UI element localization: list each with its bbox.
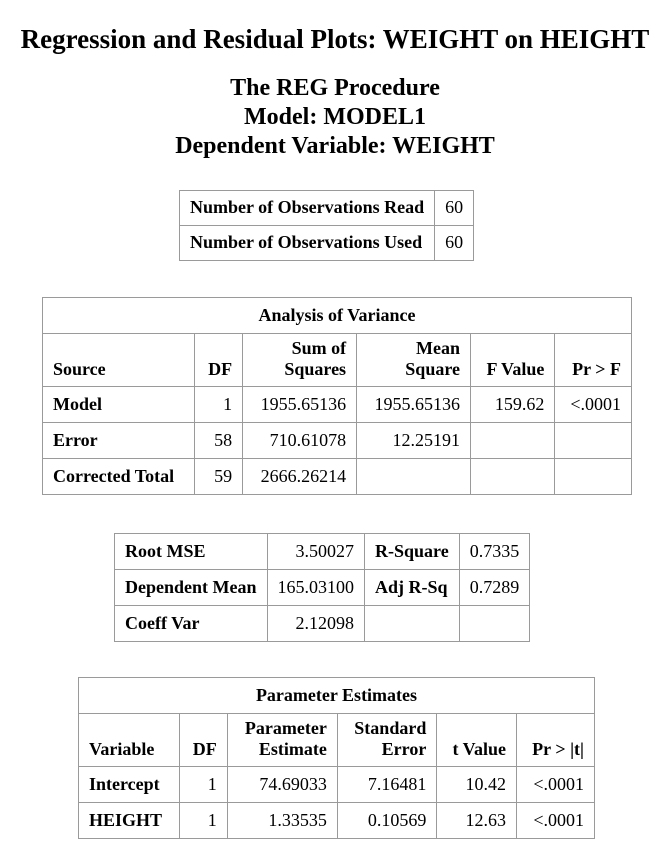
cell-ms: 12.25191 [357, 423, 471, 459]
table-caption: Parameter Estimates [79, 678, 595, 714]
cell-df: 59 [195, 459, 243, 495]
parameter-estimates-table [78, 677, 595, 839]
table-row [115, 534, 530, 570]
stat-label: Adj R-Sq [365, 570, 460, 606]
column-header-f-value: F Value [470, 334, 554, 387]
stat-value: 0.7335 [459, 534, 530, 570]
column-header-p-value: Pr > F [555, 334, 632, 387]
cell-p [555, 459, 632, 495]
cell-t: 10.42 [437, 767, 517, 803]
stat-value: 0.7289 [459, 570, 530, 606]
row-label: Corrected Total [43, 459, 195, 495]
row-label: HEIGHT [79, 803, 180, 839]
header-line: Error [381, 739, 427, 759]
row-label: Number of Observations Read [180, 191, 435, 226]
header-line: Sum of [291, 338, 347, 358]
column-header-df: DF [195, 334, 243, 387]
cell-p [555, 423, 632, 459]
header-line: Standard [354, 718, 427, 738]
header-line: Square [405, 359, 460, 379]
stat-label [365, 606, 460, 642]
cell-p: <.0001 [517, 803, 595, 839]
procedure-header [0, 74, 670, 161]
row-label: Error [43, 423, 195, 459]
table-row [180, 226, 474, 261]
dependent-variable: Dependent Variable: WEIGHT [175, 133, 495, 159]
cell-df: 1 [195, 387, 243, 423]
cell-value: 60 [435, 191, 474, 226]
column-header-t-value: t Value [437, 714, 517, 767]
table-row [43, 387, 632, 423]
table-row [79, 803, 595, 839]
row-label: Intercept [79, 767, 180, 803]
fit-statistics-table [114, 533, 530, 642]
stat-value: 165.03100 [267, 570, 365, 606]
table-row [180, 191, 474, 226]
row-label: Model [43, 387, 195, 423]
procedure-name: The REG Procedure [230, 75, 440, 101]
cell-value: 60 [435, 226, 474, 261]
header-line: Parameter [244, 718, 327, 738]
column-header-estimate [227, 714, 337, 767]
cell-p: <.0001 [517, 767, 595, 803]
cell-ss: 2666.26214 [243, 459, 357, 495]
cell-ss: 710.61078 [243, 423, 357, 459]
header-line: Estimate [258, 739, 327, 759]
cell-t: 12.63 [437, 803, 517, 839]
cell-standard-error: 7.16481 [337, 767, 437, 803]
table-caption-row [43, 298, 632, 334]
cell-estimate: 1.33535 [227, 803, 337, 839]
table-row [115, 606, 530, 642]
cell-ms: 1955.65136 [357, 387, 471, 423]
cell-f: 159.62 [470, 387, 554, 423]
stat-label: Dependent Mean [115, 570, 268, 606]
stat-value [459, 606, 530, 642]
header-line: Mean [415, 338, 460, 358]
row-label: Number of Observations Used [180, 226, 435, 261]
column-header-df: DF [179, 714, 227, 767]
cell-f [470, 423, 554, 459]
column-header-standard-error [337, 714, 437, 767]
cell-estimate: 74.69033 [227, 767, 337, 803]
table-header-row [43, 334, 632, 387]
stat-label: R-Square [365, 534, 460, 570]
cell-f [470, 459, 554, 495]
anova-table [42, 297, 632, 495]
stat-label: Coeff Var [115, 606, 268, 642]
table-row [43, 423, 632, 459]
cell-standard-error: 0.10569 [337, 803, 437, 839]
cell-p: <.0001 [555, 387, 632, 423]
cell-df: 58 [195, 423, 243, 459]
observations-table [179, 190, 474, 261]
table-row [79, 767, 595, 803]
table-caption: Analysis of Variance [43, 298, 632, 334]
table-header-row [79, 714, 595, 767]
column-header-mean-square [357, 334, 471, 387]
table-row [43, 459, 632, 495]
cell-df: 1 [179, 767, 227, 803]
page-title: Regression and Residual Plots: WEIGHT on HEIGHT [20, 24, 650, 54]
model-name: Model: MODEL1 [244, 104, 426, 130]
stat-value: 3.50027 [267, 534, 365, 570]
column-header-sum-of-squares [243, 334, 357, 387]
table-row [115, 570, 530, 606]
column-header-p-value: Pr > |t| [517, 714, 595, 767]
cell-ms [357, 459, 471, 495]
column-header-variable: Variable [79, 714, 180, 767]
cell-ss: 1955.65136 [243, 387, 357, 423]
stat-value: 2.12098 [267, 606, 365, 642]
table-caption-row [79, 678, 595, 714]
stat-label: Root MSE [115, 534, 268, 570]
header-line: Squares [284, 359, 347, 379]
column-header-source: Source [43, 334, 195, 387]
cell-df: 1 [179, 803, 227, 839]
